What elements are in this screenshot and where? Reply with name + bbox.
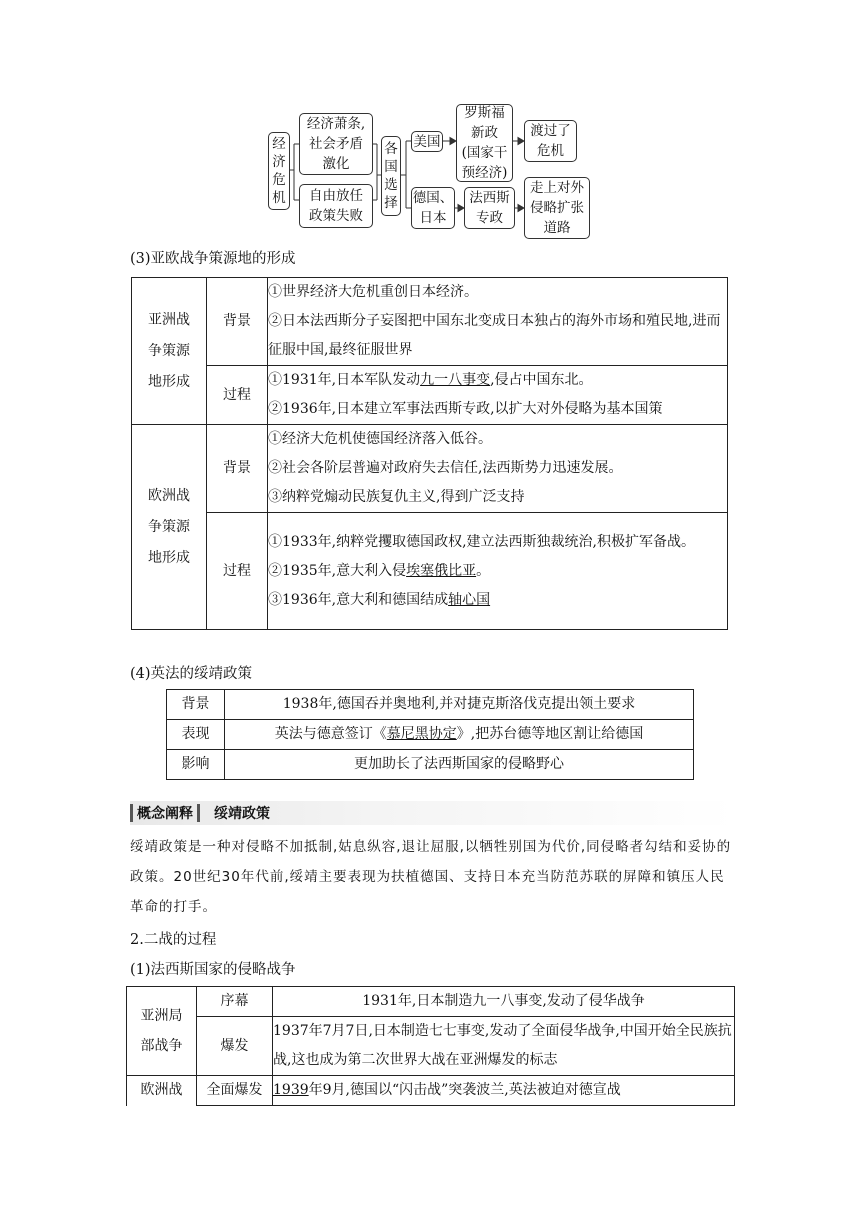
appeasement-table <box>166 689 694 780</box>
fascist-dictatorship-box: 法西斯 专政 <box>464 187 515 229</box>
process-label: 过程 <box>207 513 268 630</box>
background-label: 背景 <box>207 425 268 513</box>
axis-term: 轴心国 <box>448 591 491 608</box>
war-source-table <box>131 277 728 630</box>
table-row: 背景 1938年,德国吞并奥地利,并对捷克斯洛伐克提出领土要求 <box>167 690 694 720</box>
asia-war-label: 亚洲局 部战争 <box>127 987 197 1076</box>
prelude-label: 序幕 <box>197 987 273 1017</box>
outbreak-label: 爆发 <box>197 1017 273 1076</box>
aggression-war-table <box>126 986 735 1106</box>
process-label: 过程 <box>207 366 268 425</box>
germany-japan-box: 德国、 日本 <box>411 187 455 229</box>
asia-background-cell: ①世界经济大危机重创日本经济。 ②日本法西斯分子妄图把中国东北变成日本独占的海外市场和殖民地,进而征服中国,最终征服世界 <box>268 278 728 366</box>
economic-crisis-box: 经 济 危 机 <box>268 132 290 210</box>
usa-box: 美国 <box>411 131 443 152</box>
concept-subtitle: 绥靖政策 <box>214 806 270 822</box>
europe-process-cell: ①1933年,纳粹党攫取德国政权,建立法西斯独裁统治,积极扩军备战。 ②1935年,意大利入侵埃塞俄比亚。 ③1936年,意大利和德国结成轴心国 <box>268 513 728 630</box>
prelude-text: 1931年,日本制造九一八事变,发动了侵华战争 <box>273 987 735 1017</box>
outbreak-text: 1937年7月7日,日本制造七七事变,发动了全面侵华战争,中国开始全民族抗战,这也成为第二次世界大战在亚洲爆发的标志 <box>273 1017 735 1076</box>
europe-war-label: 欧洲战 <box>127 1076 197 1106</box>
asia-source-label: 亚洲战 争策源 地形成 <box>132 278 207 425</box>
full-outbreak-text: 1939年9月,德国以“闪击战”突袭波兰,英法被迫对德宣战 <box>273 1076 735 1106</box>
table-row: 影响 更加助长了法西斯国家的侵略野心 <box>167 750 694 780</box>
full-outbreak-label: 全面爆发 <box>197 1076 273 1106</box>
europe-background-cell: ①经济大危机使德国经济落入低谷。 ②社会各阶层普遍对政府失去信任,法西斯势力迅速发展。 ③纳粹党煽动民族复仇主义,得到广泛支持 <box>268 425 728 513</box>
section-heading: (4)英法的绥靖政策 <box>130 666 253 682</box>
laissez-faire-box: 自由放任 政策失败 <box>299 184 373 228</box>
new-deal-box: 罗斯福 新政 (国家干 预经济) <box>456 104 513 182</box>
table-row: 表现 英法与德意签订《慕尼黑协定》,把苏台德等地区割让给德国 <box>167 720 694 750</box>
country-choice-box: 各 国 选 择 <box>381 136 401 216</box>
section-heading: 2.二战的过程 <box>130 932 217 948</box>
concept-header <box>130 803 270 823</box>
survived-crisis-box: 渡过了 危机 <box>524 120 577 162</box>
munich-agreement-term: 慕尼黑协定 <box>386 726 457 742</box>
depression-box: 经济萧条, 社会矛盾 激化 <box>299 113 373 175</box>
mukden-incident-term: 九一八事变 <box>420 372 491 388</box>
section-heading: (1)法西斯国家的侵略战争 <box>130 962 296 978</box>
ethiopia-term: 埃塞俄比亚 <box>406 562 477 579</box>
concept-paragraph: 绥靖政策是一种对侵略不加抵制,姑息纵容,退让屈服,以牺牲别国为代价,同侵略者勾结和妥协的政策。20世纪30年代前,绥靖主要表现为扶植德国、支持日本充当防范苏联的屏障和镇压人民革命的打手。 <box>130 839 732 915</box>
europe-source-label: 欧洲战 争策源 地形成 <box>132 425 207 630</box>
section-heading: (3)亚欧战争策源地的形成 <box>130 251 296 267</box>
asia-process-cell: ①1931年,日本军队发动九一八事变,侵占中国东北。 ②1936年,日本建立军事法西斯专政,以扩大对外侵略为基本国策 <box>268 366 728 425</box>
aggression-path-box: 走上对外 侵略扩张 道路 <box>524 177 590 239</box>
concept-title: 概念阐释 <box>137 806 193 822</box>
background-label: 背景 <box>207 278 268 366</box>
